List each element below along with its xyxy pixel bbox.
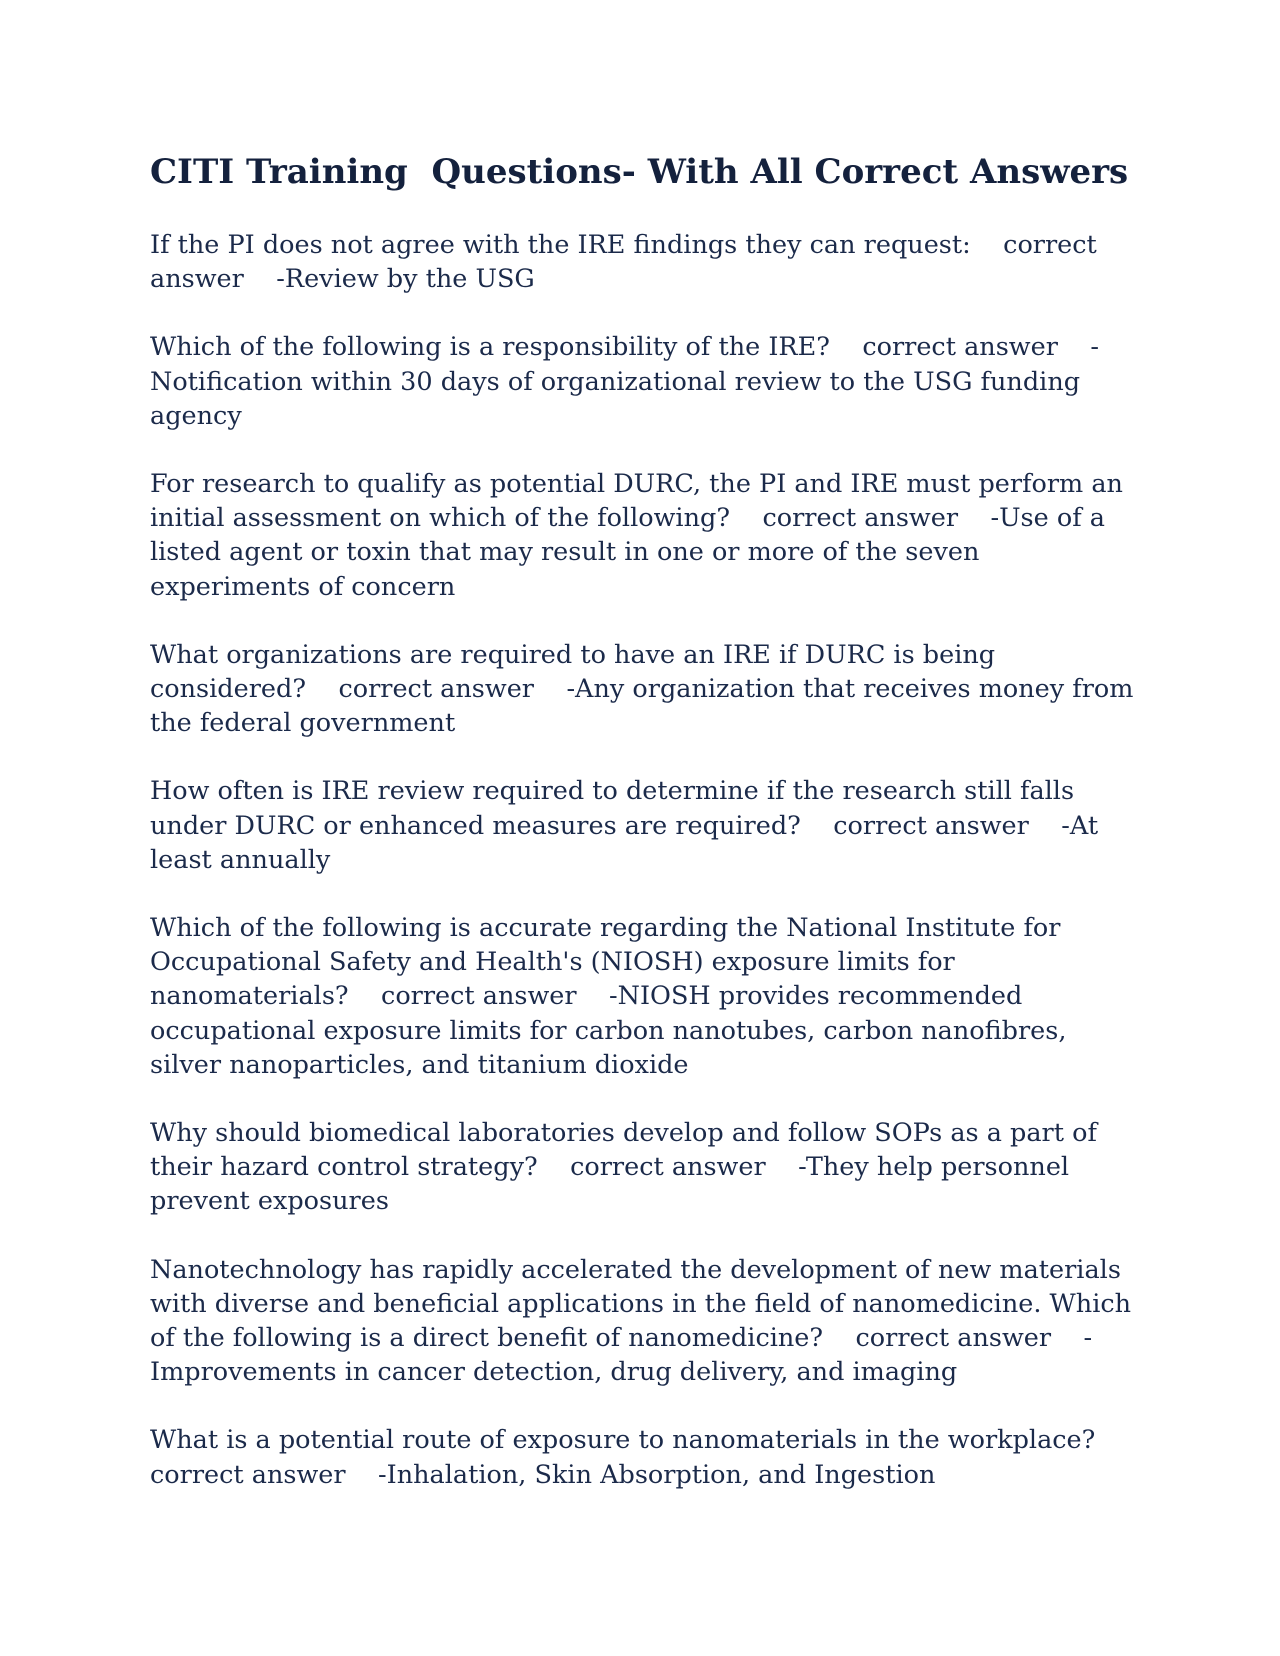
question-text: Which of the following is accurate regarding the National Institute for Occupational Safety and Health's (NIOSH) exposure limits for nanomaterials?	[150, 913, 1069, 1012]
answer-text: -Review by the USG	[276, 264, 535, 295]
qa-item	[150, 228, 1135, 296]
answer-text: -Inhalation, Skin Absorption, and Ingestion	[378, 1459, 936, 1490]
qa-item	[150, 467, 1135, 604]
question-text: Nanotechnology has rapidly accelerated the development of new materials with diverse and beneficial applications in the field of nanomedicine. Which of the following is a direct benefit of nanomedicine?	[150, 1254, 1140, 1354]
answer-text: -Improvements in cancer detection, drug delivery, and imaging	[150, 1323, 1093, 1388]
correct-answer-label: correct answer	[762, 503, 959, 534]
answer-text: -They help personnel prevent exposures	[150, 1152, 1078, 1217]
qa-item	[150, 1423, 1135, 1491]
qa-item	[150, 1116, 1135, 1219]
question-text: What is a potential route of exposure to nanomaterials in the workplace?	[150, 1425, 1096, 1456]
qa-list	[150, 228, 1142, 1526]
answer-text: -At least annually	[150, 810, 1107, 875]
question-text: If the PI does not agree with the IRE findings they can request:	[150, 230, 971, 260]
question-text: How often is IRE review required to determine if the research still falls under DURC or enhanced measures are required?	[150, 776, 1083, 841]
answer-text: -Notification within 30 days of organizational review to the USG funding agency	[150, 332, 1099, 431]
qa-item	[150, 330, 1135, 433]
qa-item	[150, 1253, 1140, 1390]
question-text: Which of the following is a responsibility of the IRE?	[150, 332, 830, 363]
correct-answer-label: correct answer	[570, 1152, 766, 1183]
question-text: Why should biomedical laboratories develop and follow SOPs as a part of their hazard control strategy?	[150, 1118, 1105, 1183]
correct-answer-label: correct answer	[381, 981, 577, 1012]
correct-answer-label: correct answer	[833, 810, 1029, 841]
question-text: For research to qualify as potential DURC, the PI and IRE must perform an initial assessment on which of the following?	[150, 469, 1132, 534]
answer-text: -Any organization that receives money from the federal government	[150, 674, 1142, 739]
correct-answer-label: correct answer	[150, 230, 1105, 295]
qa-item	[150, 774, 1135, 877]
qa-item	[150, 911, 1135, 1082]
answer-text: -NIOSH provides recommended occupational exposure limits for carbon nanotubes, carbon nanofibres, silver nanoparticles, and titanium dioxide	[150, 981, 1075, 1080]
correct-answer-label: correct answer	[338, 674, 534, 705]
correct-answer-label: correct answer	[862, 332, 1058, 363]
document-title: CITI Training Questions- With All Correct Answers	[150, 152, 1129, 192]
qa-item	[150, 638, 1142, 741]
correct-answer-label: correct answer	[150, 1459, 346, 1490]
answer-text: -Use of a listed agent or toxin that may result in one or more of the seven experiments of concern	[150, 503, 1114, 602]
correct-answer-label: correct answer	[855, 1323, 1052, 1354]
question-text: What organizations are required to have an IRE if DURC is being considered?	[150, 639, 1004, 705]
